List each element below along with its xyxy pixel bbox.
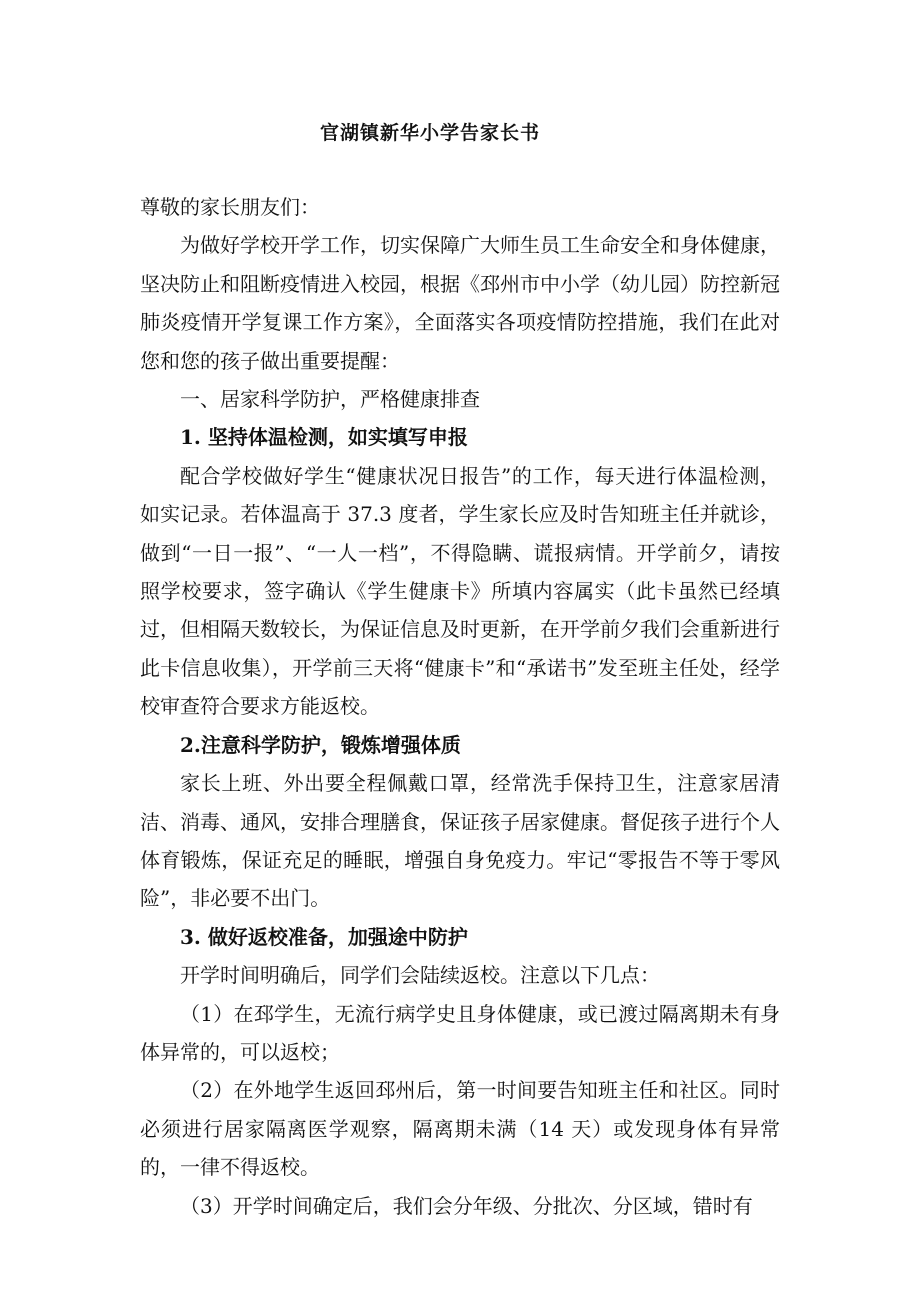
item-paragraph-2: 家长上班、外出要全程佩戴口罩，经常洗手保持卫生，注意家居清洁、消毒、通风，安排合理膳食，保证孩子居家健康。督促孩子进行个人体育锻炼，保证充足的睡眠，增强自身免疫力。牢记“零报告不等于零风险”，非必要不出门。 xyxy=(140,771,780,911)
section-heading-1: 一、居家科学防护，严格健康排查 xyxy=(180,387,480,412)
item-paragraph-3-intro: 开学时间明确后，同学们会陆续返校。注意以下几点： xyxy=(180,963,660,988)
item-heading-3: 3. 做好返校准备，加强途中防护 xyxy=(180,924,468,949)
point-1: （1）在邳学生，无流行病学史且身体健康，或已渡过隔离期未有身体异常的，可以返校； xyxy=(140,1001,780,1064)
item-heading-1: 1. 坚持体温检测，如实填写申报 xyxy=(180,425,468,450)
item-heading-2: 2.注意科学防护，锻炼增强体质 xyxy=(180,732,461,757)
intro-paragraph: 为做好学校开学工作，切实保障广大师生员工生命安全和身体健康，坚决防止和阻断疫情进入校园，根据《邳州市中小学（幼儿园）防控新冠肺炎疫情开学复课工作方案》，全面落实各项疫情防控措施，我们在此对您和您的孩子做出重要提醒： xyxy=(140,233,780,373)
salutation: 尊敬的家长朋友们： xyxy=(140,195,320,219)
document-title: 官湖镇新华小学告家长书 xyxy=(319,122,540,144)
point-2: （2）在外地学生返回邳州后，第一时间要告知班主任和社区。同时必须进行居家隔离医学观察，隔离期未满（14 天）或发现身体有异常的，一律不得返校。 xyxy=(140,1078,780,1180)
document-body xyxy=(140,188,780,1225)
item-paragraph-1: 配合学校做好学生“健康状况日报告”的工作，每天进行体温检测，如实记录。若体温高于 37.3 度者，学生家长应及时告知班主任并就诊，做到“一日一报”、“一人一档”，不得隐瞒、谎报病情。开学前夕，请按照学校要求，签字确认《学生健康卡》所填内容属实（此卡虽然已经填过，但相隔天数较长，为保证信息及时更新，在开学前夕我们会重新进行此卡信息收集），开学前三天将“健康卡”和“承诺书”发至班主任处，经学校审查符合要求方能返校。 xyxy=(140,463,780,719)
point-3: （3）开学时间确定后，我们会分年级、分批次、分区域，错时有 xyxy=(180,1193,753,1218)
